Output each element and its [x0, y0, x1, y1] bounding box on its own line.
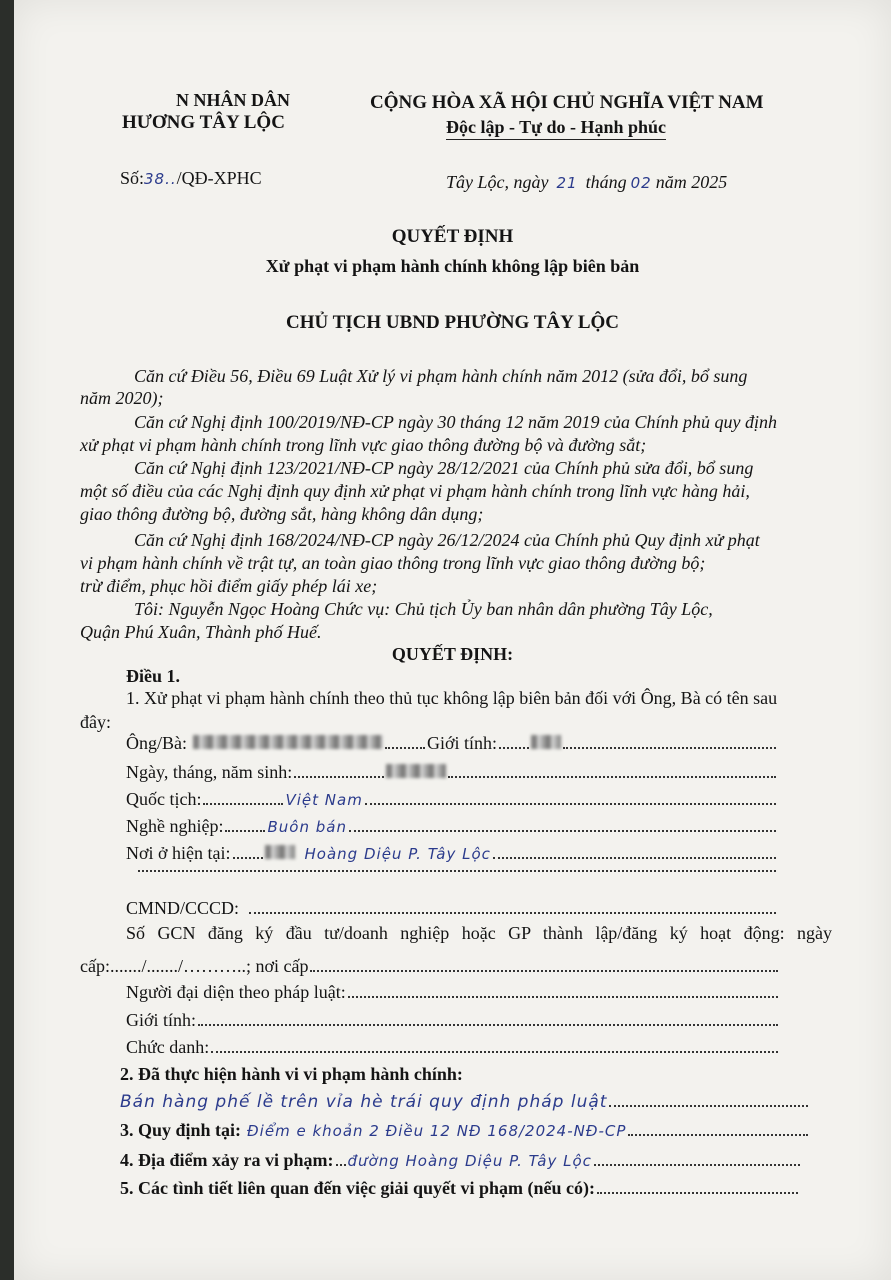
issuing-authority: CHỦ TỊCH UBND PHƯỜNG TÂY LỘC [285, 312, 620, 333]
basis-line: xử phạt vi phạm hành chính trong lĩnh vực giao thông đường bộ và đường sắt; [80, 435, 647, 455]
org-name-line2: HƯƠNG TÂY LỘC [122, 112, 285, 133]
basis-line: Căn cứ Nghị định 123/2021/NĐ-CP ngày 28/12/2021 của Chính phủ sửa đổi, bổ sung [134, 458, 754, 478]
basis-line: trừ điểm, phục hồi điểm giấy phép lái xe; [80, 576, 378, 596]
basis-line: một số điều của các Nghị định quy định xử phạt vi phạm hành chính trong lĩnh vực hàng hải, [80, 481, 750, 501]
item-3-row: 3. Quy định tại: Điểm e khoản 2 Điều 12 NĐ 168/2024-NĐ-CP [120, 1120, 810, 1141]
nationality-value: Việt Nam [285, 791, 363, 809]
item-1-text-cont: đây: [80, 712, 111, 732]
article-1-heading: Điều 1. [126, 666, 180, 686]
item-1-text: 1. Xử phạt vi phạm hành chính theo thủ tục không lập biên bản đối với Ông, Bà có tên sau [126, 688, 778, 708]
address-row-cont [126, 870, 778, 876]
basis-line: Quận Phú Xuân, Thành phố Huế. [80, 622, 322, 642]
basis-line: Căn cứ Nghị định 168/2024/NĐ-CP ngày 26/12/2024 của Chính phủ Quy định xử phạt [134, 530, 760, 550]
basis-line: Tôi: Nguyễn Ngọc Hoàng Chức vụ: Chủ tịch Ủy ban nhân dân phường Tây Lộc, [134, 599, 713, 619]
document-subtitle: Xử phạt vi phạm hành chính không lập biên bản [265, 256, 640, 276]
redacted-name [193, 735, 383, 749]
address-value: Hoàng Diệu P. Tây Lộc [304, 845, 491, 863]
gcn-line: Số GCN đăng ký đầu tư/doanh nghiệp hoặc GP thành lập/đăng ký hoạt động: ngày [126, 923, 832, 943]
item-2-label: 2. Đã thực hiện hành vi vi phạm hành chính: [120, 1064, 463, 1084]
decision-heading: QUYẾT ĐỊNH: [391, 644, 514, 664]
redacted-dob [386, 764, 446, 778]
item-2-value-row: Bán hàng phế lề trên vỉa hè trái quy định pháp luật [120, 1092, 810, 1112]
basis-line: vi phạm hành chính về trật tự, an toàn giao thông trong lĩnh vực giao thông đường bộ; [80, 553, 706, 573]
gcn-issue-row: cấp:......./......./………..; nơi cấp [80, 956, 780, 977]
basis-line: năm 2020); [80, 388, 164, 408]
redacted-gender [531, 735, 561, 749]
job-row: Nghề nghiệp: Buôn bán [126, 816, 778, 837]
rep-gender-row: Giới tính: [126, 1010, 780, 1031]
decision-number: Số:38../QĐ-XPHC [120, 168, 262, 188]
org-name-line1: N NHÂN DÂN [176, 90, 290, 110]
document-page [14, 0, 891, 1280]
rep-title-row: Chức danh: [126, 1037, 780, 1058]
item-5-row: 5. Các tình tiết liên quan đến việc giải quyết vi phạm (nếu có): [120, 1178, 800, 1199]
id-row: CMND/CCCD: [126, 898, 778, 919]
basis-line: giao thông đường bộ, đường sắt, hàng không dân dụng; [80, 504, 484, 524]
address-row: Nơi ở hiện tại: Hoàng Diệu P. Tây Lộc [126, 843, 778, 864]
item-4-row: 4. Địa điểm xảy ra vi phạm: đường Hoàng Diệu P. Tây Lộc [120, 1150, 802, 1171]
document-title: QUYẾT ĐỊNH [391, 226, 514, 247]
job-value: Buôn bán [267, 818, 347, 836]
basis-line: Căn cứ Nghị định 100/2019/NĐ-CP ngày 30 tháng 12 năm 2019 của Chính phủ quy định [134, 412, 777, 432]
redacted-address-number [265, 845, 295, 859]
country-name: CỘNG HÒA XÃ HỘI CHỦ NGHĨA VIỆT NAM [370, 92, 764, 113]
representative-row: Người đại diện theo pháp luật: [126, 982, 780, 1003]
nationality-row: Quốc tịch: Việt Nam [126, 789, 778, 810]
name-gender-row: Ông/Bà: Giới tính: [126, 733, 778, 754]
motto: Độc lập - Tự do - Hạnh phúc [446, 117, 666, 140]
dob-row: Ngày, tháng, năm sinh: [126, 762, 778, 783]
decision-date: Tây Lộc, ngày 21 tháng 02 năm 2025 [446, 172, 728, 192]
basis-line: Căn cứ Điều 56, Điều 69 Luật Xử lý vi phạm hành chính năm 2012 (sửa đổi, bổ sung [134, 366, 748, 386]
